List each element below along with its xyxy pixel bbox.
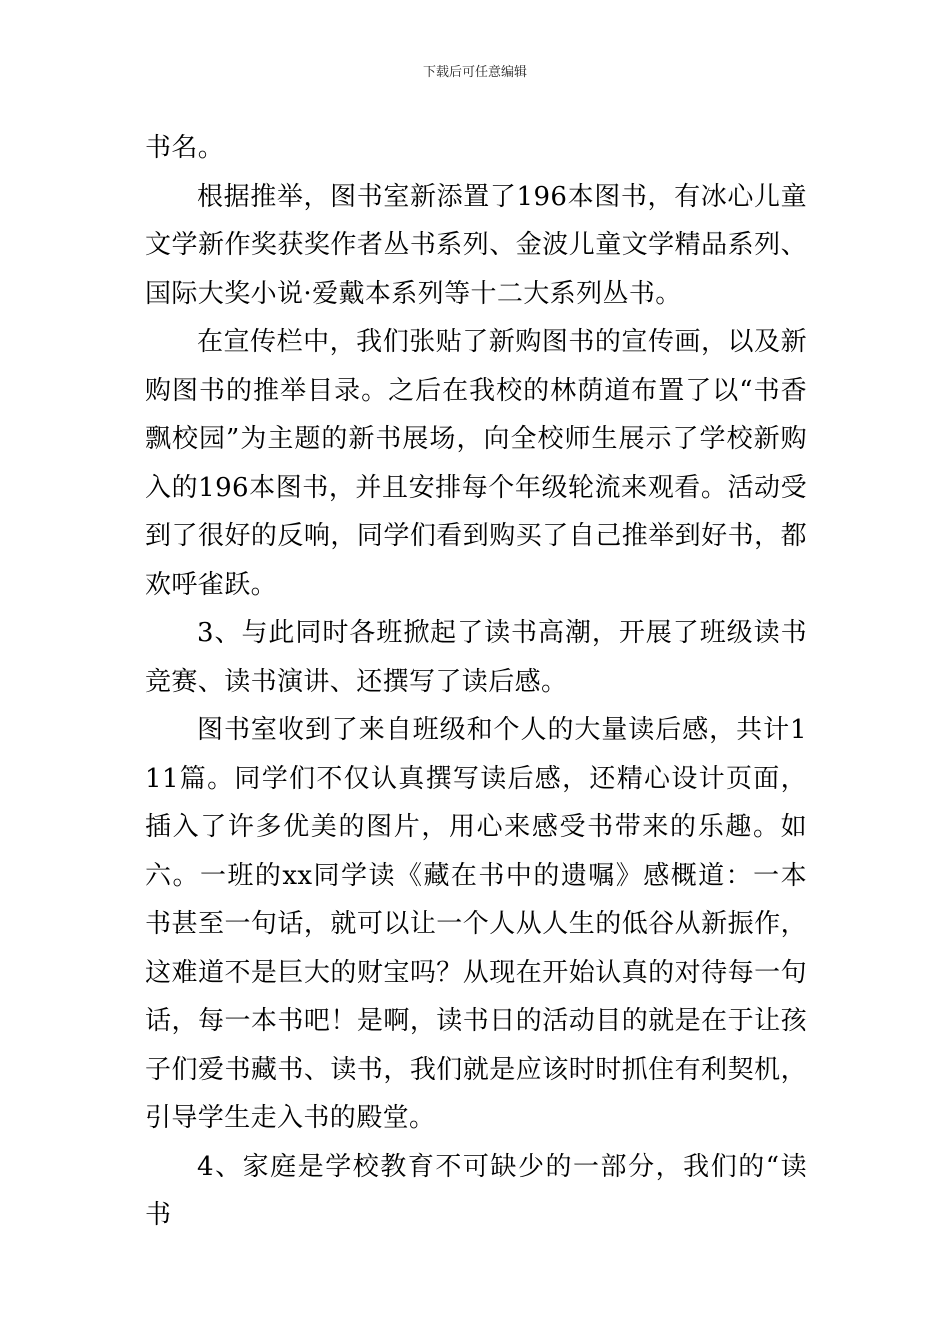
paragraph-item-3: 3、与此同时各班掀起了读书高潮，开展了班级读书竞赛、读书演讲、还撰写了读后感。 bbox=[145, 618, 807, 697]
paragraph-new-books: 根据推举，图书室新添置了196本图书，有冰心儿童文学新作奖获奖作者丛书系列、金波儿童文学精品系列、国际大奖小说·爱戴本系列等十二大系列丛书。 bbox=[145, 181, 807, 309]
document-body bbox=[145, 124, 807, 1240]
paragraph-item-4: 4、家庭是学校教育不可缺少的一部分，我们的“读书 bbox=[145, 1151, 807, 1230]
paragraph-reading-reflections: 图书室收到了来自班级和个人的大量读后感，共计111篇。同学们不仅认真撰写读后感，还精心设计页面，插入了许多优美的图片，用心来感受书带来的乐趣。如六。一班的xx同学读《藏在书中的遗嘱》感概道：一本书甚至一句话，就可以让一个人从人生的低谷从新振作，这难道不是巨大的财宝吗？从现在开始认真的对待每一句话，每一本书吧！是啊，读书日的活动目的就是在于让孩子们爱书藏书、读书，我们就是应该时时抓住有利契机，引导学生走入书的殿堂。 bbox=[145, 715, 807, 1133]
page-header-note: 下载后可任意编辑 bbox=[422, 65, 527, 80]
paragraph-continuation: 书名。 bbox=[145, 133, 225, 163]
paragraph-bulletin-exhibition: 在宣传栏中，我们张贴了新购图书的宣传画，以及新购图书的推举目录。之后在我校的林荫道布置了以“书香飘校园”为主题的新书展场，向全校师生展示了学校新购入的196本图书，并且安排每个年级轮流来观看。活动受到了很好的反响，同学们看到购买了自己推举到好书，都欢呼雀跃。 bbox=[145, 327, 807, 600]
